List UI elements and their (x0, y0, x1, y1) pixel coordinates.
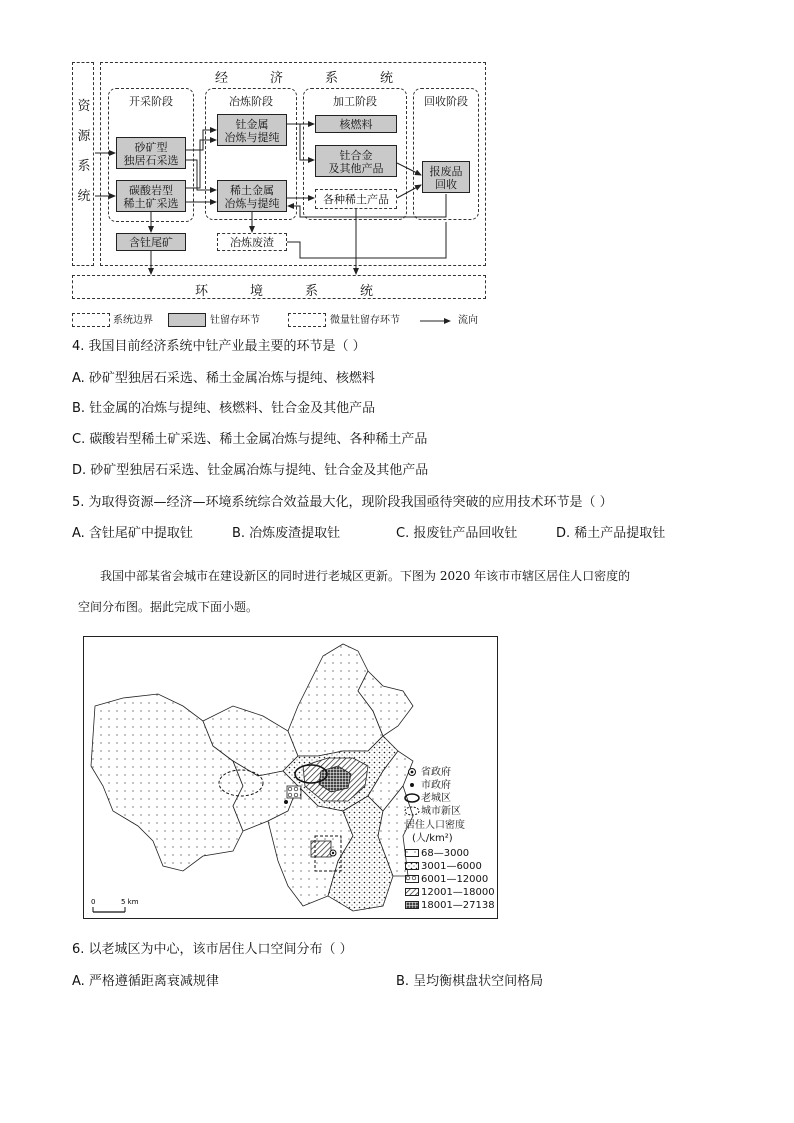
density-class-4-label: 12001—18000 (421, 887, 495, 898)
density-class-5-label: 18001—27138 (421, 900, 495, 911)
density-title: 居住人口密度 (405, 820, 465, 831)
thorium-alloy-node: 钍合金 及其他产品 (315, 145, 397, 177)
resource-char-3: 系 (77, 159, 91, 174)
q6-option-a: A. 严格遵循距离衰减规律 (72, 974, 219, 989)
tailings-node: 含钍尾矿 (116, 233, 186, 251)
province-gov-marker-center (332, 852, 334, 854)
nuclear-fuel-node: 核燃料 (315, 115, 397, 133)
density-swatch-3 (405, 875, 419, 883)
thorium-metal-node: 钍金属 冶炼与提纯 (217, 114, 287, 146)
recycling-stage-label: 回收阶段 (424, 95, 468, 108)
city-gov-label: 市政府 (421, 780, 451, 791)
intro-line-1: 我国中部某省会城市在建设新区的同时进行老城区更新。下图为 2020 年该市市辖区居住人口密度的 (100, 569, 631, 583)
intro-line-2: 空间分布图。据此完成下面小题。 (78, 600, 259, 614)
city-gov-icon (407, 780, 417, 790)
legend-trace-swatch (288, 313, 326, 327)
q6-stem: 6. 以老城区为中心，该市居住人口空间分布（ ） (72, 942, 353, 957)
legend-boundary-label: 系统边界 (113, 315, 153, 326)
scale-zero-label: 0 (91, 898, 96, 906)
q5-stem: 5. 为取得资源—经济—环境系统综合效益最大化，现阶段我国亟待突破的应用技术环节是（ ） (72, 495, 613, 510)
density-class-1-label: 68—3000 (421, 848, 470, 859)
legend-flow-label: 流向 (458, 315, 478, 326)
map-patch-moderate (287, 786, 301, 798)
smelting-stage-label: 冶炼阶段 (229, 95, 273, 108)
resource-char-1: 资 (77, 99, 91, 114)
city-gov-marker (284, 800, 288, 804)
q5-option-c: C. 报废钍产品回收钍 (396, 526, 518, 541)
scrap-recycling-node: 报废品 回收 (422, 161, 470, 193)
density-swatch-1 (405, 849, 419, 857)
old-district-icon (404, 793, 420, 803)
density-class-4 (405, 887, 495, 899)
legend-boundary-swatch (72, 313, 110, 327)
environment-system-title: 环境系统 (194, 284, 415, 299)
density-class-5 (405, 900, 495, 912)
sand-ore-node: 砂矿型 独居石采选 (116, 137, 186, 169)
rare-earth-products-node: 各种稀土产品 (315, 189, 397, 209)
legend-retention-swatch (168, 313, 206, 327)
rare-earth-metal-node: 稀土金属 冶炼与提纯 (217, 180, 287, 212)
q4-option-a: A. 砂矿型独居石采选、稀土金属冶炼与提纯、核燃料 (72, 371, 375, 386)
legend-flow-arrow-icon (420, 316, 456, 326)
new-district-icon (404, 806, 420, 816)
density-class-2-label: 3001—6000 (421, 861, 482, 872)
q4-stem: 4. 我国目前经济系统中钍产业最主要的环节是（ ） (72, 339, 366, 354)
q4-option-d: D. 砂矿型独居石采选、钍金属冶炼与提纯、钍合金及其他产品 (72, 463, 429, 478)
density-swatch-4 (405, 888, 419, 896)
processing-stage-label: 加工阶段 (333, 95, 377, 108)
q6-option-b: B. 呈均衡棋盘状空间格局 (396, 974, 544, 989)
density-class-3-label: 6001—12000 (421, 874, 489, 885)
resource-char-4: 统 (77, 189, 91, 204)
legend-retention-label: 钍留存环节 (210, 315, 260, 326)
q5-option-d: D. 稀土产品提取钍 (556, 526, 666, 541)
q4-option-c: C. 碳酸岩型稀土矿采选、稀土金属冶炼与提纯、各种稀土产品 (72, 432, 428, 447)
carbonate-ore-node: 碳酸岩型 稀土矿采选 (116, 180, 186, 212)
economic-system-title: 经济系统 (214, 71, 435, 86)
province-gov-label: 省政府 (421, 767, 451, 778)
density-class-3 (405, 874, 488, 886)
legend-trace-label: 微量钍留存环节 (330, 315, 400, 326)
resource-char-2: 源 (77, 129, 91, 144)
old-district-label: 老城区 (421, 793, 451, 804)
q4-option-b: B. 钍金属的冶炼与提纯、核燃料、钍合金及其他产品 (72, 401, 376, 416)
q5-option-a: A. 含钍尾矿中提取钍 (72, 526, 193, 541)
density-class-1 (405, 848, 469, 860)
mining-stage-label: 开采阶段 (129, 95, 173, 108)
scale-distance-label: 5 km (121, 898, 139, 906)
density-swatch-5 (405, 901, 419, 909)
flow-arrows (0, 0, 794, 300)
new-district-label: 城市新区 (421, 806, 461, 817)
province-gov-icon (407, 767, 417, 777)
q5-option-b: B. 冶炼废渣提取钍 (232, 526, 341, 541)
density-unit: (人/km²) (412, 833, 453, 844)
density-class-2 (405, 861, 482, 873)
density-swatch-2 (405, 862, 419, 870)
map-patch-southeast (311, 841, 331, 857)
slag-node: 冶炼废渣 (217, 233, 287, 251)
